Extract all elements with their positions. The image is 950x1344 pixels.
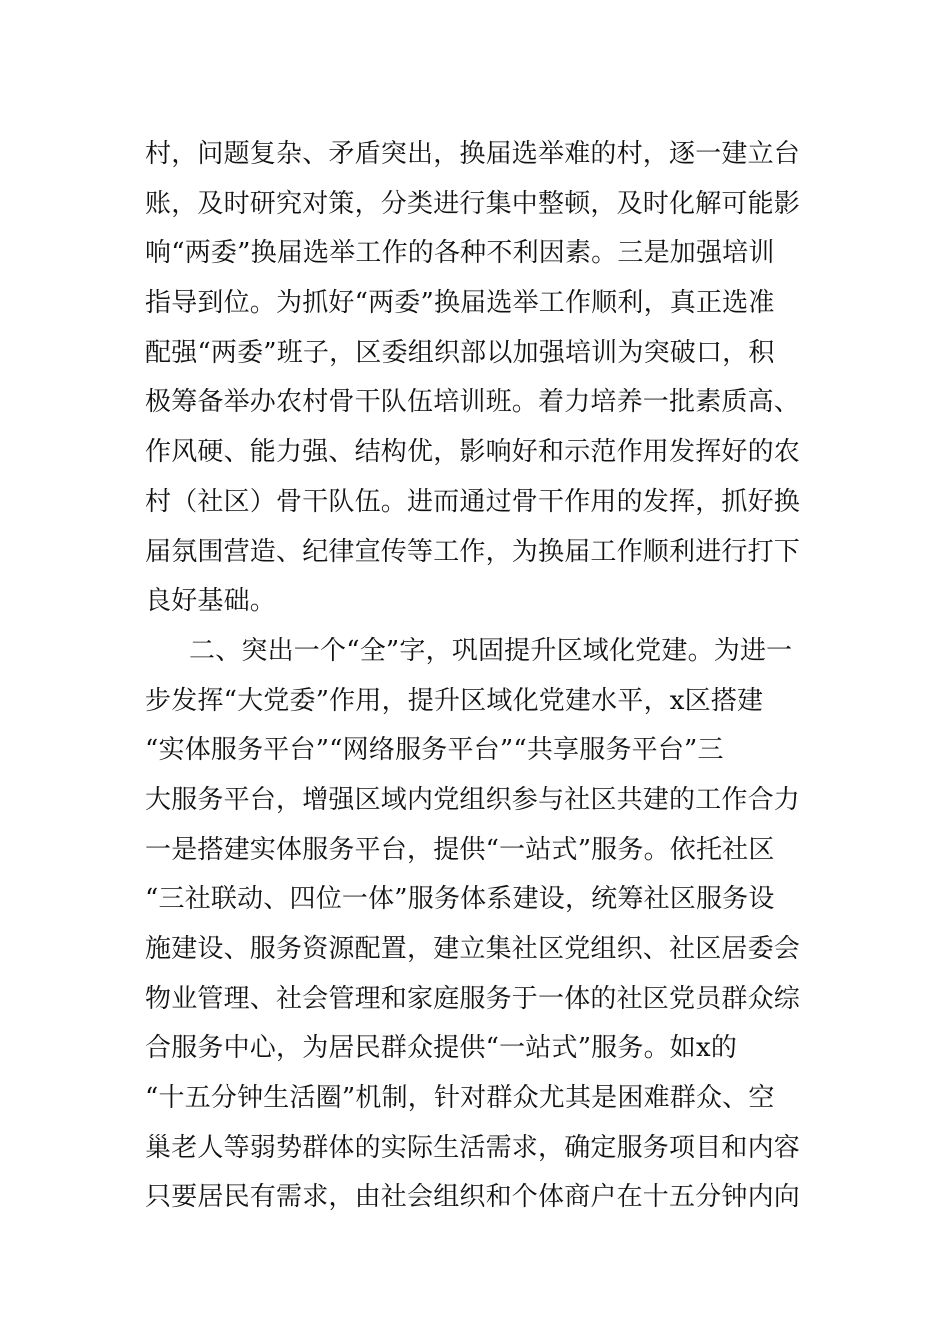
text-line: 巢老人等弱势群体的实际生活需求，确定服务项目和内容 [145,1132,801,1163]
text-line: 施建设、服务资源配置，建立集社区党组织、社区居委会 [145,934,801,964]
text-line: 届氛围营造、纪律宣传等工作，为换届工作顺利进行打下 [145,536,801,567]
text-line: 指导到位。为抓好“两委”换届选举工作顺利，真正选准 [145,288,775,319]
text-line: 只要居民有需求，由社会组织和个体商户在十五分钟内向 [145,1182,801,1213]
text-line: 账，及时研究对策，分类进行集中整顿，及时化解可能影 [145,188,801,219]
text-line: 配强“两委”班子，区委组织部以加强培训为突破口，积 [145,337,775,368]
text-line: “三社联动、四位一体”服务体系建设，统筹社区服务设 [145,884,775,915]
text-line: “十五分钟生活圈”机制，针对群众尤其是困难群众、空 [145,1083,775,1114]
text-line: 良好基础。 [145,586,277,617]
paragraph-first-line: 二、突出一个“全”字，巩固提升区域化党建。为进一 [189,635,793,666]
text-line: 响“两委”换届选举工作的各种不利因素。三是加强培训 [145,238,775,269]
text-line: 合服务中心，为居民群众提供“一站式”服务。如x的 [145,1033,738,1064]
body-text [145,130,815,1223]
text-line: 村（社区）骨干队伍。进而通过骨干作用的发挥，抓好换 [145,486,801,517]
text-line: 物业管理、社会管理和家庭服务于一体的社区党员群众综 [145,983,801,1014]
text-line: 一是搭建实体服务平台，提供“一站式”服务。依托社区 [145,834,775,865]
text-line: 作风硬、能力强、结构优，影响好和示范作用发挥好的农 [145,437,801,468]
text-line: “实体服务平台”“网络服务平台”“共享服务平台”三 [145,735,724,766]
text-line: 步发挥“大党委”作用，提升区域化党建水平，x区搭建 [145,685,764,716]
text-line: 村，问题复杂、矛盾突出，换届选举难的村，逐一建立台 [145,139,801,169]
text-line: 极筹备举办农村骨干队伍培训班。着力培养一批素质高、 [145,387,801,418]
text-line: 大服务平台，增强区域内党组织参与社区共建的工作合力 [145,784,801,815]
